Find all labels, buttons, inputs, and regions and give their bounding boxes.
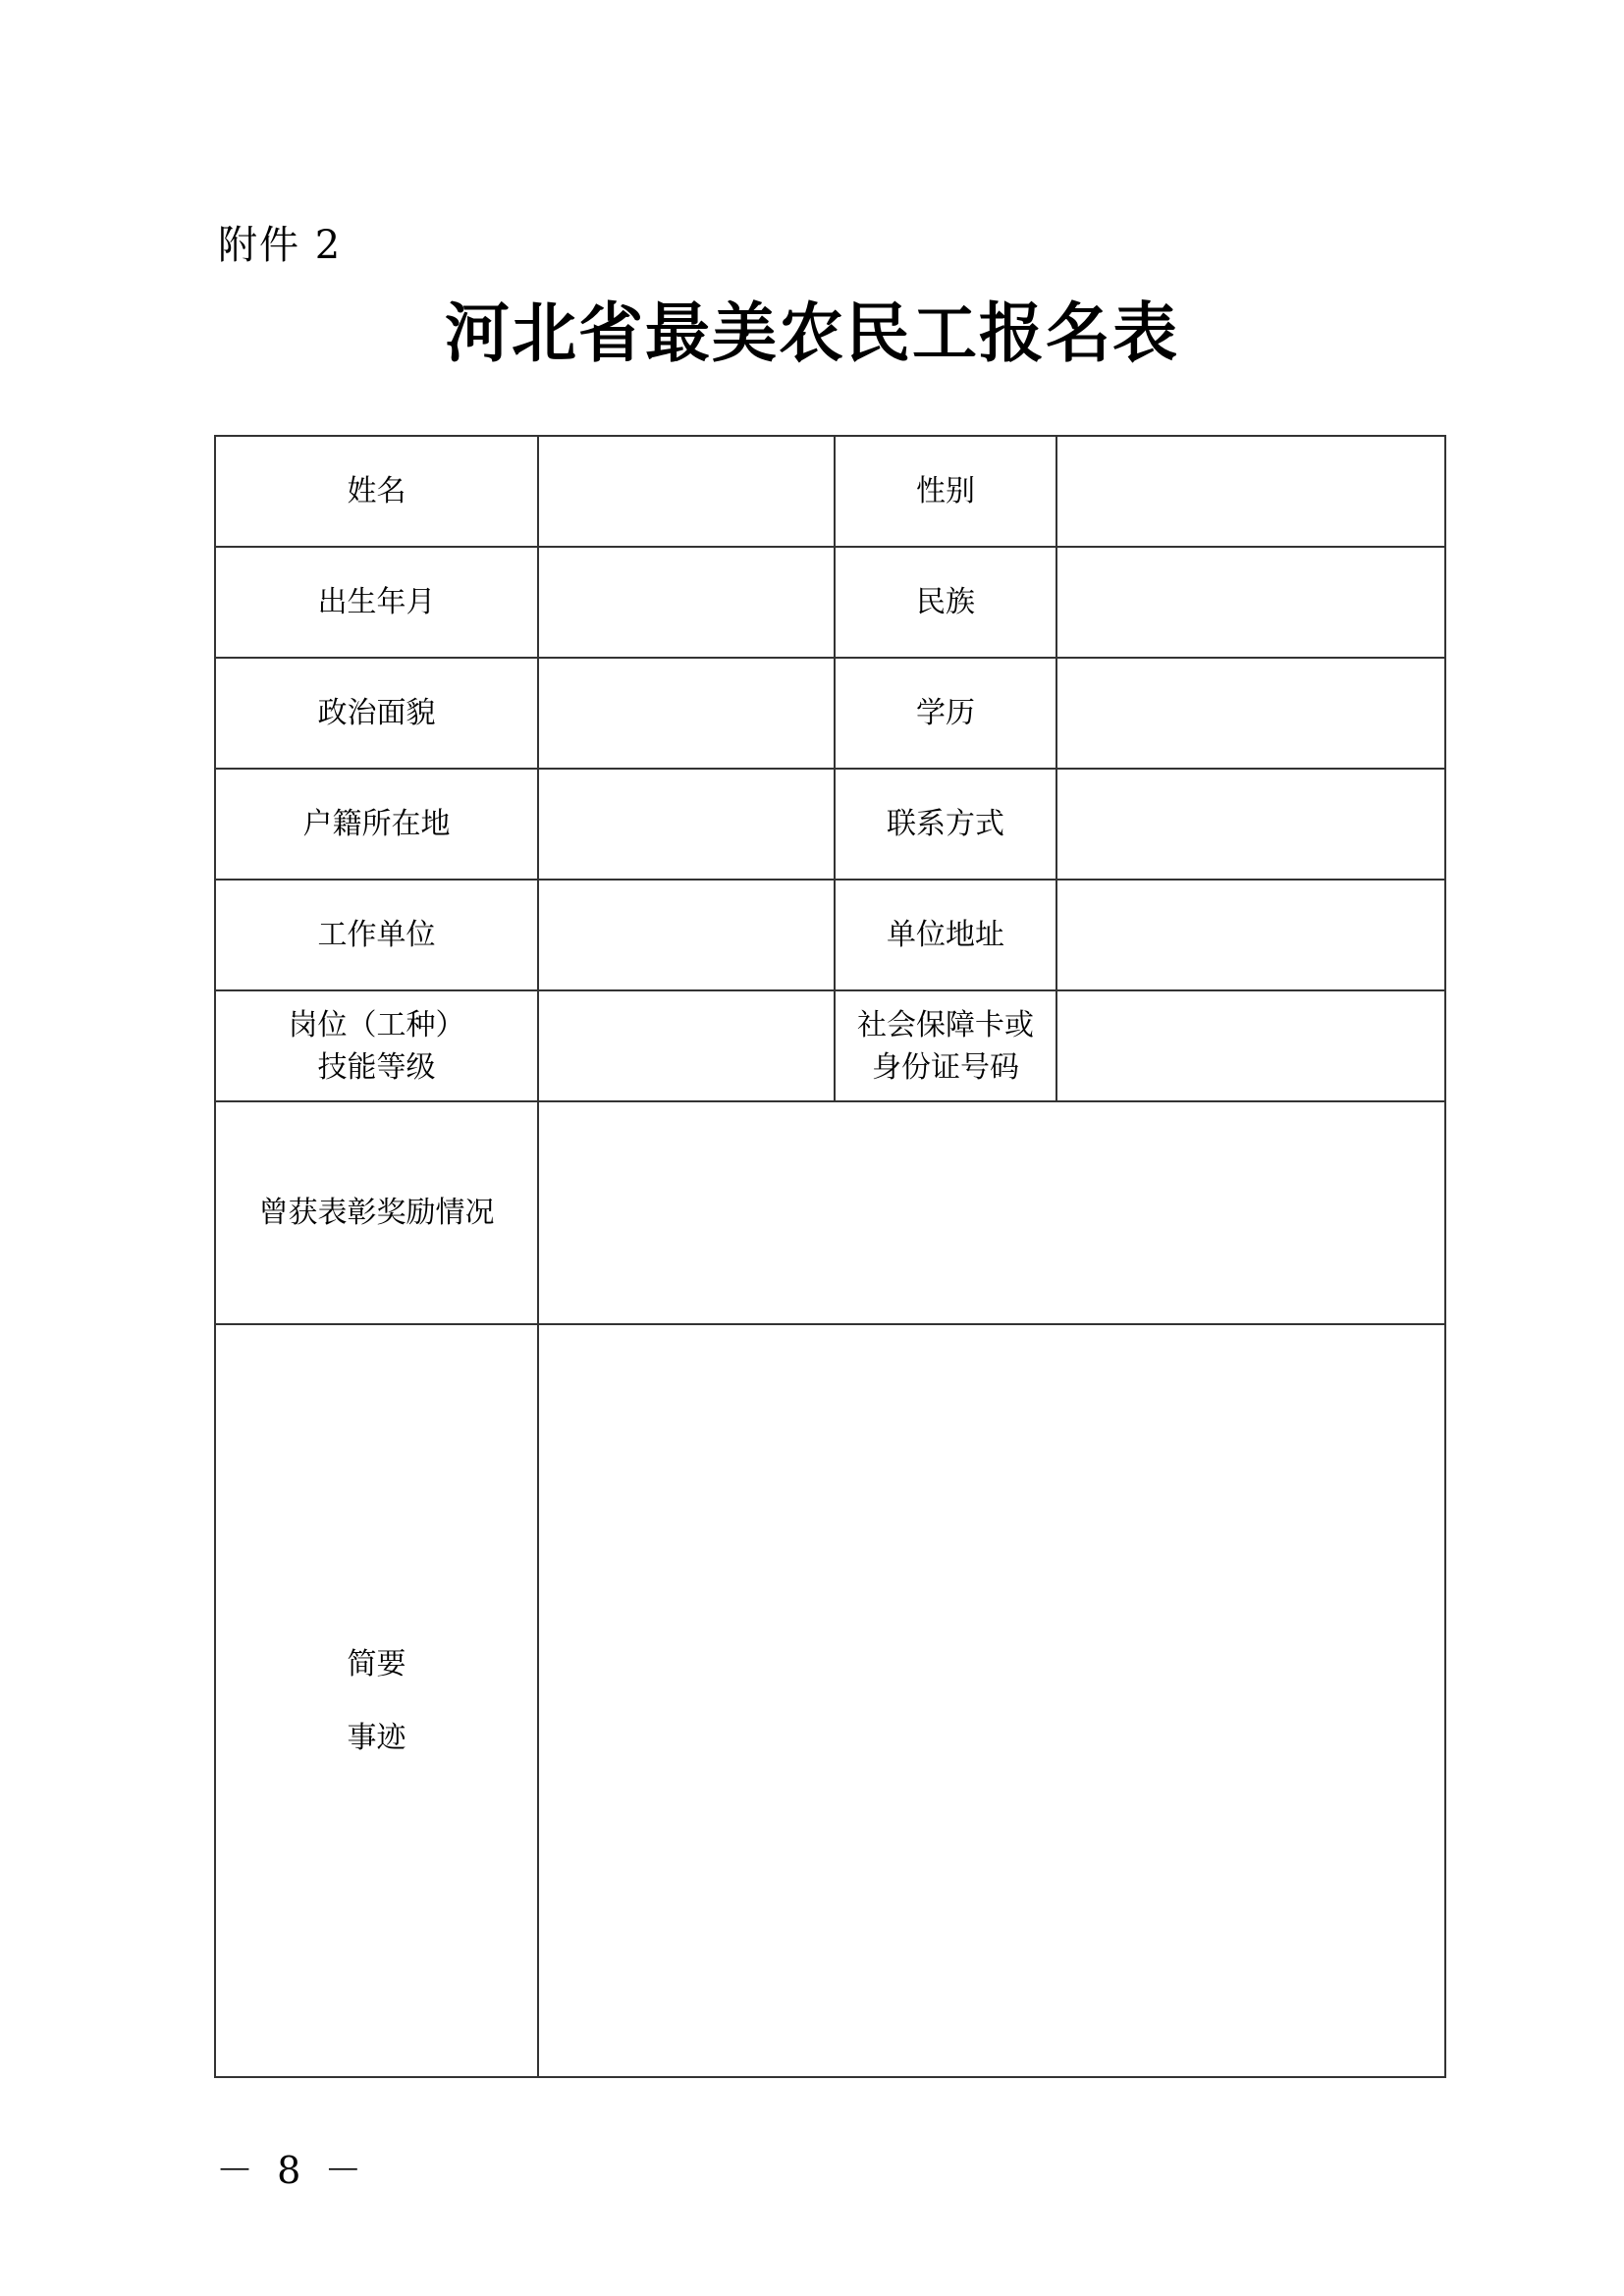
label-employer-address: 单位地址 xyxy=(835,880,1056,990)
field-position-skill-level[interactable] xyxy=(538,990,835,1101)
label-deeds-line2: 事迹 xyxy=(347,1720,406,1755)
field-contact[interactable] xyxy=(1056,769,1445,880)
label-contact: 联系方式 xyxy=(835,769,1056,880)
label-id-line2: 身份证号码 xyxy=(872,1049,1019,1085)
form-row-birth xyxy=(215,547,1445,658)
label-position-line1: 岗位（工种） xyxy=(288,1007,465,1042)
field-household-registration[interactable] xyxy=(538,769,835,880)
form-row-political xyxy=(215,658,1445,769)
label-awards: 曾获表彰奖励情况 xyxy=(215,1101,538,1324)
field-gender[interactable] xyxy=(1056,436,1445,547)
field-birth-date[interactable] xyxy=(538,547,835,658)
field-id-number[interactable] xyxy=(1056,990,1445,1101)
label-birth-date: 出生年月 xyxy=(215,547,538,658)
field-awards[interactable] xyxy=(538,1101,1445,1324)
field-employer-address[interactable] xyxy=(1056,880,1445,990)
field-employer[interactable] xyxy=(538,880,835,990)
label-household-registration: 户籍所在地 xyxy=(215,769,538,880)
label-political-status: 政治面貌 xyxy=(215,658,538,769)
form-row-position xyxy=(215,990,1445,1101)
form-row-residence xyxy=(215,769,1445,880)
label-ethnicity: 民族 xyxy=(835,547,1056,658)
field-brief-deeds[interactable] xyxy=(538,1324,1445,2077)
page-number: － 8 － xyxy=(216,2149,368,2192)
label-deeds-line1: 简要 xyxy=(347,1646,406,1682)
registration-form-table xyxy=(214,435,1446,2078)
form-row-deeds xyxy=(215,1324,1445,2077)
label-education: 学历 xyxy=(835,658,1056,769)
form-row-employer xyxy=(215,880,1445,990)
label-id-number xyxy=(835,990,1056,1101)
field-name[interactable] xyxy=(538,436,835,547)
label-name: 姓名 xyxy=(215,436,538,547)
form-row-name xyxy=(215,436,1445,547)
label-employer: 工作单位 xyxy=(215,880,538,990)
label-position-skill-level xyxy=(215,990,538,1101)
form-row-awards xyxy=(215,1101,1445,1324)
field-political-status[interactable] xyxy=(538,658,835,769)
label-position-line2: 技能等级 xyxy=(317,1049,436,1085)
label-gender: 性别 xyxy=(835,436,1056,547)
field-education[interactable] xyxy=(1056,658,1445,769)
attachment-label: 附件 2 xyxy=(218,223,343,268)
label-id-line1: 社会保障卡或 xyxy=(857,1007,1034,1042)
field-ethnicity[interactable] xyxy=(1056,547,1445,658)
label-brief-deeds xyxy=(215,1324,538,2077)
form-title: 河北省最美农民工报名表 xyxy=(445,294,1179,371)
